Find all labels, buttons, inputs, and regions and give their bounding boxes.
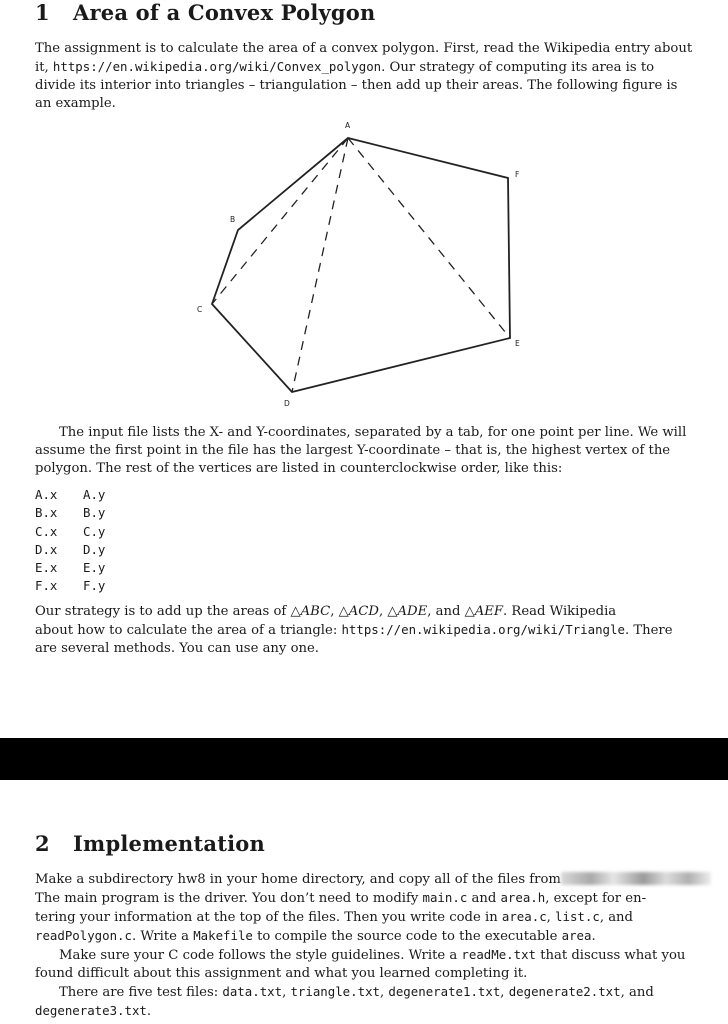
impl-text: Make a subdirectory hw8 in your home directory, and copy all of the files from [35,872,561,887]
triangle-link[interactable]: https://en.wikipedia.org/wiki/Triangle [341,622,625,637]
vertex-label-f: F [515,170,520,179]
impl-line [35,927,685,946]
strategy-paragraph [35,603,685,658]
coord-x: C.x [35,523,58,539]
input-file-paragraph [35,424,685,478]
impl-line [35,889,685,908]
intro-text: . Our strategy of computing its area is to [381,60,655,75]
coord-row [35,523,105,541]
coord-x: B.x [35,505,58,521]
redacted-path [561,872,711,885]
coord-y: D.y [83,541,106,557]
input-line: The input file lists the X- and Y-coordinates, separated by a tab, for one point per line. We will [59,425,687,440]
strategy-text: about how to calculate the area of a triangle: [35,623,342,638]
impl-text: , except for en- [545,891,647,906]
polygon-outline [212,138,510,392]
coordinate-listing [35,486,105,596]
convex-polygon-link[interactable]: https://en.wikipedia.org/wiki/Convex_polygon [52,59,382,74]
section-2-number: 2 [35,831,50,856]
coord-x: D.x [35,541,58,557]
impl-text: . Write a [131,929,194,944]
section-1-title: Area of a Convex Polygon [73,0,376,25]
impl-text: , and [599,910,633,925]
impl-text: tering your information at the top of the files. Then you write code in [35,910,502,925]
section-2-heading [35,831,265,856]
coord-row [35,504,105,522]
redaction-bar [0,738,728,780]
vertex-label-e: E [515,339,520,348]
intro-line: divide its interior into triangles – triangulation – then add up their areas. The following figure is [35,78,678,93]
impl-line: found difficult about this assignment and what you learned completing it. [35,966,528,981]
intro-line [35,58,685,77]
coord-y: C.y [83,523,106,539]
vertex-label-a: A [345,121,351,130]
impl-text: to compile the source code to the executable [252,929,562,944]
file-area-c: area.c [501,909,547,924]
impl-line [35,983,685,1002]
strategy-line: are several methods. You can use any one. [35,641,320,656]
impl-text: that discuss what you [536,948,686,963]
coord-row [35,541,105,559]
impl-text: , and [620,985,654,1000]
diagonal-ad [292,138,348,392]
file-degenerate3-txt: degenerate3.txt [35,1003,147,1018]
coord-row [35,486,105,504]
triangle-aef: △AEF [464,604,504,619]
section-1-heading [35,0,375,25]
coord-y: B.y [83,505,106,521]
intro-line: The assignment is to calculate the area of a convex polygon. First, read the Wikipedia entry about [35,41,693,56]
coord-y: E.y [83,560,106,576]
strategy-line [35,621,685,640]
strategy-text: , [378,604,388,619]
executable-area: area [561,928,592,943]
impl-line [35,946,685,965]
impl-text: , [546,910,556,925]
impl-text: . [146,1004,152,1019]
file-degenerate2-txt: degenerate2.txt [508,984,621,999]
coord-row [35,559,105,577]
impl-text: , [500,985,509,1000]
coord-row [35,577,105,595]
impl-text: and [467,891,501,906]
vertex-label-c: C [197,305,203,314]
impl-line [35,908,685,927]
intro-paragraph [35,40,693,113]
strategy-text: . Read Wikipedia [503,604,617,619]
triangle-abc: △ABC [290,604,331,619]
diagonal-ae [348,138,510,338]
file-main-c: main.c [422,890,468,905]
impl-text: There are five test files: [59,985,223,1000]
file-area-h: area.h [500,890,546,905]
coord-x: A.x [35,487,58,502]
intro-line: an example. [35,96,116,111]
impl-text: The main program is the driver. You don’t need to modify [35,891,423,906]
strategy-text: Our strategy is to add up the areas of [35,604,291,619]
implementation-paragraph [35,871,685,1021]
coord-x: E.x [35,560,58,576]
coord-x: F.x [35,578,58,594]
file-readpolygon-c: readPolygon.c [35,928,132,943]
vertex-label-b: B [230,215,236,224]
input-line: polygon. The rest of the vertices are listed in counterclockwise order, like this: [35,461,563,476]
strategy-text: , [330,604,339,619]
impl-line [35,1002,685,1021]
vertex-label-d: D [284,399,290,408]
input-line: assume the first point in the file has the largest Y-coordinate – that is, the highest vertex of the [35,443,671,458]
impl-text: Make sure your C code follows the style guidelines. Write a [59,948,462,963]
intro-text: it, [35,60,53,75]
file-triangle-txt: triangle.txt [290,984,380,999]
strategy-line [35,603,685,621]
impl-text: , [380,985,389,1000]
file-list-c: list.c [555,909,600,924]
triangle-acd: △ACD [338,604,379,619]
polygon-figure [190,116,530,416]
section-2-title: Implementation [73,831,265,856]
strategy-text: , and [427,604,465,619]
impl-text: . [591,929,596,944]
impl-text: , [282,985,291,1000]
file-data-txt: data.txt [222,984,283,999]
triangle-ade: △ADE [387,604,428,619]
file-degenerate1-txt: degenerate1.txt [388,984,501,999]
coord-y: F.y [83,578,106,594]
strategy-text: . There [624,623,673,638]
coord-y: A.y [83,487,106,502]
section-1-number: 1 [35,0,50,25]
file-makefile: Makefile [193,928,253,943]
impl-line [35,871,685,889]
file-readme: readMe.txt [461,947,537,962]
